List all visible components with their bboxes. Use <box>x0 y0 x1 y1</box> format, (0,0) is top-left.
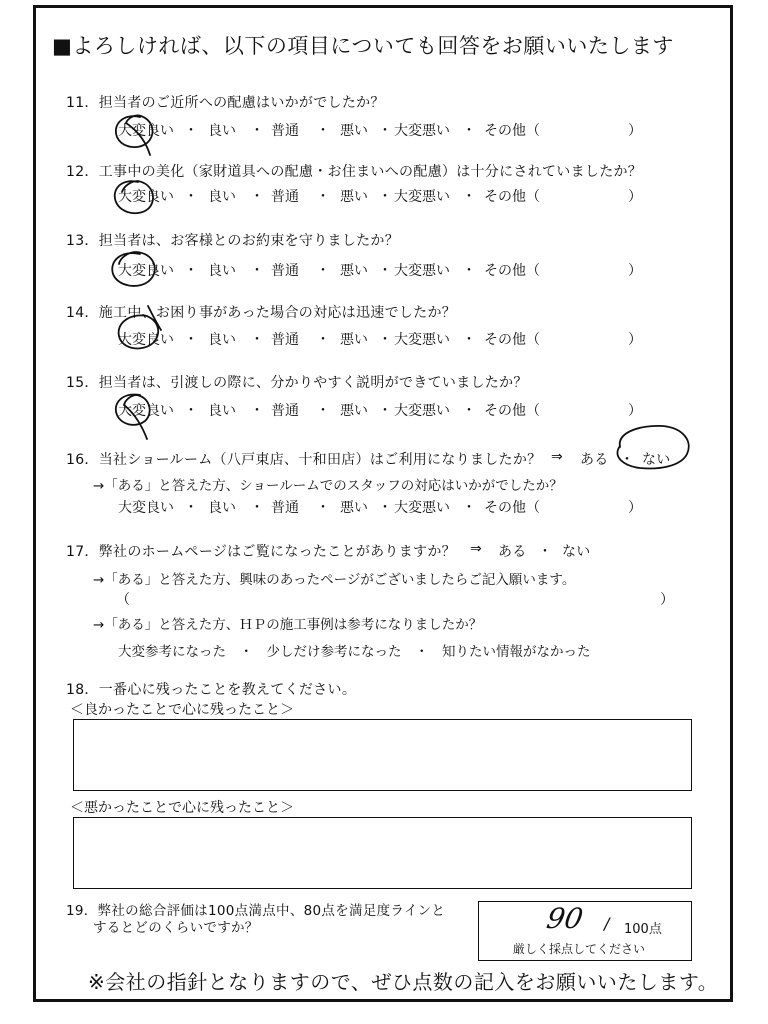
option-separator: ・ <box>250 500 264 516</box>
score-note: 厳しく採点してください <box>513 942 646 956</box>
answer-separator: ・ <box>620 452 635 468</box>
question-17-choices[interactable]: 大変参考になった ・ 少しだけ参考になった ・ 知りたい情報がなかった <box>118 644 591 660</box>
option-separator: ・ <box>462 263 476 279</box>
option-average[interactable]: 普通 <box>271 500 299 516</box>
score-max: 100点 <box>624 922 662 937</box>
option-other[interactable]: その他（ <box>484 123 540 139</box>
option-other[interactable]: その他（ <box>484 263 540 279</box>
option-other-close: ） <box>628 189 642 205</box>
option-good[interactable]: 良い <box>208 500 236 516</box>
option-separator: ・ <box>378 403 392 419</box>
question-11: 11．担当者のご近所への配慮はいかがでしたか？ <box>66 95 385 111</box>
option-average[interactable]: 普通 <box>271 263 299 279</box>
good-memory-textbox[interactable] <box>73 719 692 791</box>
option-separator: ・ <box>250 403 264 419</box>
option-separator: ・ <box>462 332 476 348</box>
option-separator: ・ <box>378 500 392 516</box>
option-very-good[interactable]: 大変良い <box>118 332 174 348</box>
question-18: 18．一番心に残ったことを教えてください。 <box>66 682 357 698</box>
option-bad[interactable]: 悪い <box>340 189 368 205</box>
option-very-bad[interactable]: 大変悪い <box>394 189 450 205</box>
question-19-line-2: するとどのくらいですか？ <box>93 920 259 936</box>
option-other-close: ） <box>628 403 642 419</box>
option-separator: ・ <box>184 500 198 516</box>
option-separator: ・ <box>378 332 392 348</box>
answer-no[interactable]: ない <box>562 544 591 560</box>
bad-memory-textbox[interactable] <box>73 817 692 889</box>
question-17: 17．弊社のホームページはご覧になったことがありますか？ <box>66 544 456 560</box>
option-good[interactable]: 良い <box>208 263 236 279</box>
good-memory-label: ＜良かったことで心に残ったこと＞ <box>70 702 294 718</box>
option-very-good[interactable]: 大変良い <box>118 263 174 279</box>
option-good[interactable]: 良い <box>208 123 236 139</box>
option-very-good[interactable]: 大変良い <box>118 189 174 205</box>
survey-header: ■よろしければ、以下の項目についても回答をお願いいたします <box>52 34 674 58</box>
option-separator: ・ <box>250 189 264 205</box>
paren-open: （ <box>116 592 130 608</box>
option-good[interactable]: 良い <box>208 403 236 419</box>
option-bad[interactable]: 悪い <box>340 123 368 139</box>
option-very-bad[interactable]: 大変悪い <box>394 500 450 516</box>
option-separator: ・ <box>378 123 392 139</box>
footer-notice: ※会社の指針となりますので、ぜひ点数の記入をお願いいたします。 <box>88 970 719 994</box>
option-separator: ・ <box>250 263 264 279</box>
option-separator: ・ <box>378 189 392 205</box>
option-separator: ・ <box>462 123 476 139</box>
option-very-bad[interactable]: 大変悪い <box>394 332 450 348</box>
option-separator: ・ <box>316 500 330 516</box>
option-separator: ・ <box>184 123 198 139</box>
option-bad[interactable]: 悪い <box>340 500 368 516</box>
option-separator: ・ <box>184 189 198 205</box>
option-other[interactable]: その他（ <box>484 189 540 205</box>
arrow-symbol: ⇒ <box>551 449 564 465</box>
option-good[interactable]: 良い <box>208 332 236 348</box>
option-separator: ・ <box>250 123 264 139</box>
option-separator: ・ <box>316 403 330 419</box>
answer-no[interactable]: ない <box>642 452 671 468</box>
answer-separator: ・ <box>538 544 553 560</box>
option-very-bad[interactable]: 大変悪い <box>394 403 450 419</box>
question-13: 13．担当者は、お客様とのお約束を守りましたか？ <box>66 233 400 249</box>
option-very-good[interactable]: 大変良い <box>118 403 174 419</box>
option-good[interactable]: 良い <box>208 189 236 205</box>
question-16: 16．当社ショールーム（八戸東店、十和田店）はご利用になりましたか？ <box>66 452 542 468</box>
option-other[interactable]: その他（ <box>484 403 540 419</box>
option-separator: ・ <box>184 263 198 279</box>
option-bad[interactable]: 悪い <box>340 403 368 419</box>
option-other-close: ） <box>628 500 642 516</box>
option-other-close: ） <box>628 332 642 348</box>
option-average[interactable]: 普通 <box>271 332 299 348</box>
paren-close: ） <box>660 592 674 608</box>
score-slash: / <box>604 914 610 933</box>
option-other[interactable]: その他（ <box>484 500 540 516</box>
option-very-bad[interactable]: 大変悪い <box>394 123 450 139</box>
option-separator: ・ <box>184 332 198 348</box>
option-other-close: ） <box>628 123 642 139</box>
arrow-symbol: ⇒ <box>470 541 483 557</box>
option-bad[interactable]: 悪い <box>340 332 368 348</box>
answer-yes[interactable]: ある <box>580 452 609 468</box>
option-separator: ・ <box>316 123 330 139</box>
option-other-close: ） <box>628 263 642 279</box>
option-separator: ・ <box>378 263 392 279</box>
option-separator: ・ <box>316 189 330 205</box>
option-separator: ・ <box>462 403 476 419</box>
option-average[interactable]: 普通 <box>271 403 299 419</box>
question-14: 14．施工中、お困り事があった場合の対応は迅速でしたか？ <box>66 305 457 321</box>
question-17-followup-2: →「ある」と答えた方、ＨＰの施工事例は参考になりましたか？ <box>93 617 483 633</box>
question-19-line-1: 19．弊社の総合評価は100点満点中、80点を満足度ラインと <box>66 903 446 919</box>
option-other[interactable]: その他（ <box>484 332 540 348</box>
option-very-bad[interactable]: 大変悪い <box>394 263 450 279</box>
question-15: 15．担当者は、引渡しの際に、分かりやすく説明ができていましたか？ <box>66 375 528 391</box>
option-average[interactable]: 普通 <box>271 123 299 139</box>
question-12: 12．工事中の美化（家財道具への配慮・お住まいへの配慮）は十分にされていましたか？ <box>66 164 643 180</box>
option-very-good[interactable]: 大変良い <box>118 500 174 516</box>
answer-yes[interactable]: ある <box>498 544 527 560</box>
option-separator: ・ <box>316 332 330 348</box>
option-separator: ・ <box>250 332 264 348</box>
option-very-good[interactable]: 大変良い <box>118 123 174 139</box>
question-17-followup-1: →「ある」と答えた方、興味のあったページがございましたらご記入願います。 <box>93 572 576 588</box>
question-16-followup: →「ある」と答えた方、ショールームでのスタッフの対応はいかがでしたか？ <box>93 478 563 494</box>
option-bad[interactable]: 悪い <box>340 263 368 279</box>
option-separator: ・ <box>316 263 330 279</box>
bad-memory-label: ＜悪かったことで心に残ったこと＞ <box>70 800 294 816</box>
option-separator: ・ <box>184 403 198 419</box>
option-separator: ・ <box>462 500 476 516</box>
handwritten-score: 90 <box>544 902 586 935</box>
option-average[interactable]: 普通 <box>271 189 299 205</box>
option-separator: ・ <box>462 189 476 205</box>
